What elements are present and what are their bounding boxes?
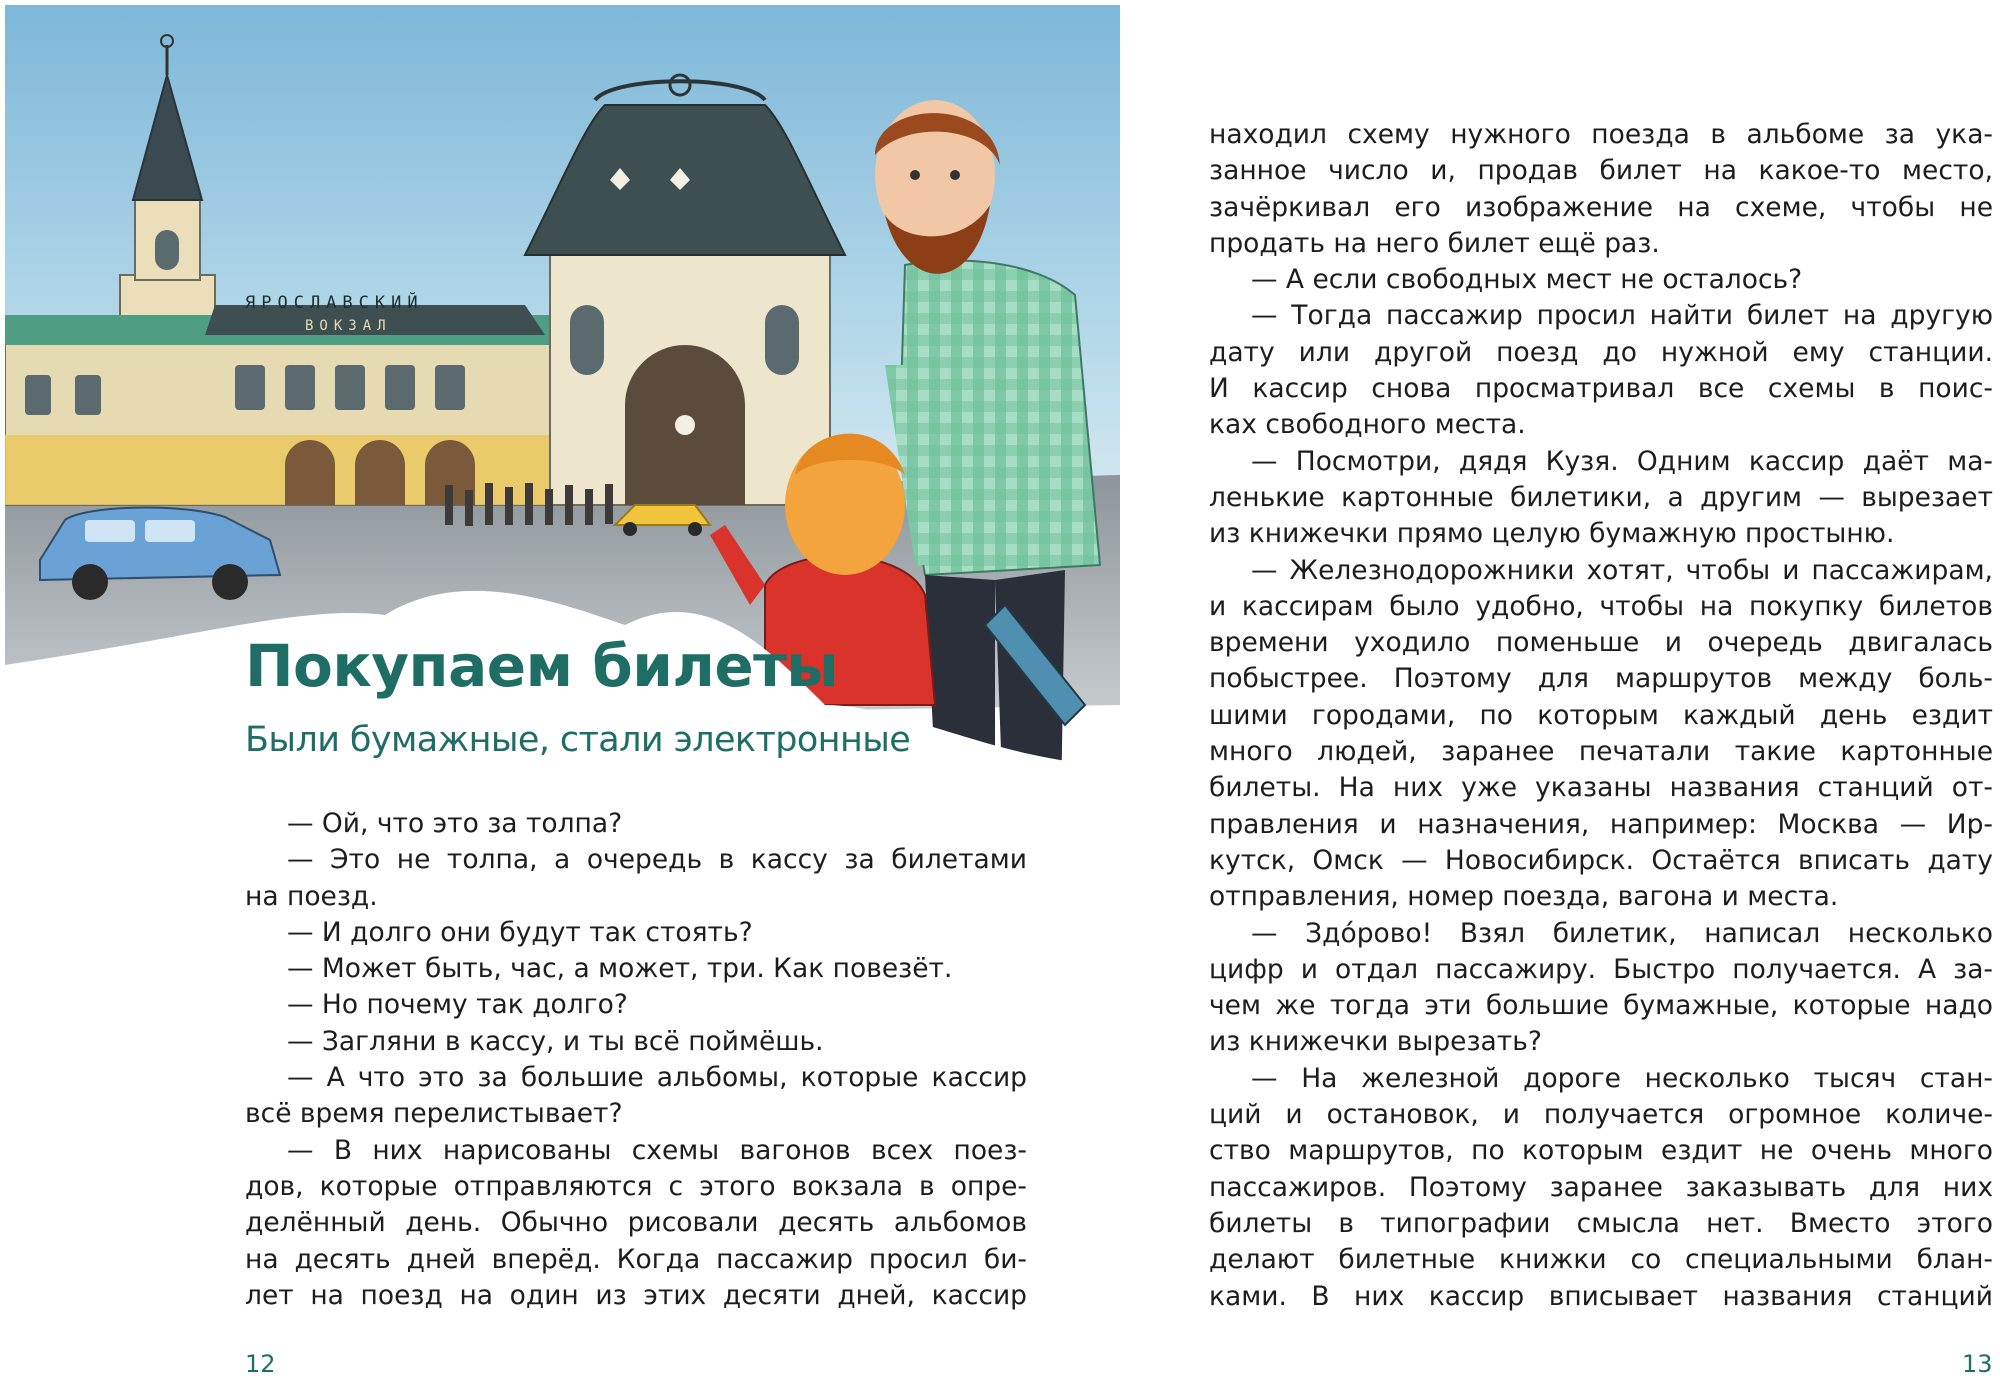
text-line: — Может быть, час, а может, три. Как повезёт. — [287, 953, 953, 985]
text-line: всё время перелистывает? — [245, 1098, 623, 1130]
text-line: отправления, номер поезда, вагона и места. — [1209, 881, 1839, 913]
text-line: — Здóрово! Взял билетик, написал несколько — [1251, 917, 1993, 949]
text-line: — Посмотри, дядя Кузя. Одним кассир даёт ма- — [1251, 445, 1993, 477]
text-line: из книжечки прямо целую бумажную простыню. — [1209, 518, 1895, 550]
chapter-title: Покупаем билеты — [245, 632, 839, 700]
text-line: зачёркивал его изображение на схеме, чтобы не — [1209, 191, 1993, 223]
text-line: — Железнодорожники хотят, чтобы и пассажирам, — [1251, 554, 1993, 586]
chapter-subtitle: Были бумажные, стали электронные — [245, 720, 911, 760]
text-line: из книжечки вырезать? — [1209, 1026, 1542, 1058]
text-line: и кассирам было удобно, чтобы на покупку билетов — [1209, 590, 1993, 622]
text-line: занное число и, продав билет на какое-то место, — [1209, 155, 1993, 187]
text-line: — В них нарисованы схемы вагонов всех поез- — [287, 1134, 1027, 1166]
text-line: И кассир снова просматривал все схемы в поис- — [1209, 373, 1993, 405]
station-wing — [5, 291, 565, 505]
text-line: — И долго они будут так стоять? — [287, 916, 753, 948]
text-line: кутск, Омск — Новосибирск. Остаётся вписать дату — [1209, 844, 1993, 876]
text-line: — Ой, что это за толпа? — [287, 808, 623, 839]
text-line: — На железной дороге несколько тысяч стан- — [1251, 1062, 1993, 1094]
text-line: — Тогда пассажир просил найти билет на другую — [1251, 300, 1993, 332]
text-line: ками. В них кассир вписывает названия станций — [1209, 1280, 1993, 1312]
text-line: ций и остановок, и получается огромное количе- — [1209, 1099, 1993, 1131]
text-line: времени уходило поменьше и очередь двигалась — [1209, 627, 1993, 659]
text-line: — А что это за большие альбомы, которые кассир — [287, 1062, 1027, 1094]
page-number-left: 12 — [245, 1350, 276, 1378]
text-line: — Загляни в кассу, и ты всё поймёшь. — [287, 1025, 824, 1057]
text-line: находил схему нужного поезда в альбоме за ука- — [1209, 119, 1993, 150]
text-line: много людей, заранее печатали такие картонные — [1209, 736, 1993, 768]
right-body-text — [1209, 117, 1993, 1315]
page-number-right: 13 — [1962, 1350, 1993, 1378]
text-line: — Это не толпа, а очередь в кассу за билетами — [287, 844, 1027, 876]
text-line: ках свободного места. — [1209, 409, 1526, 441]
left-body-text — [245, 806, 1027, 1314]
text-line: делённый день. Обычно рисовали десять альбомов — [245, 1207, 1027, 1239]
text-line: цифр и отдал пассажиру. Быстро получается. А за- — [1209, 953, 1993, 985]
text-line: — Но почему так долго? — [287, 989, 628, 1021]
text-line: дов, которые отправляются с этого вокзала в опре- — [245, 1170, 1027, 1202]
text-line: побыстрее. Поэтому для маршрутов между боль- — [1209, 663, 1993, 695]
text-line: пассажиров. Поэтому заранее заказывать для них — [1209, 1171, 1993, 1203]
text-line: билеты в типографии смысла нет. Вместо этого — [1209, 1207, 1993, 1239]
text-line: правления и назначения, например: Москва — Ир- — [1209, 808, 1993, 840]
text-line: дату или другой поезд до нужной ему станции. — [1209, 336, 1993, 368]
text-line: чем же тогда эти большие бумажные, которые надо — [1209, 990, 1993, 1022]
text-line: на поезд. — [245, 880, 378, 912]
text-line: продать на него билет ещё раз. — [1209, 227, 1660, 259]
text-line: лет на поезд на один из этих десяти дней, кассир — [245, 1279, 1027, 1311]
text-line: — А если свободных мест не осталось? — [1251, 264, 1803, 296]
text-line: ство маршрутов, по которым ездит не очень много — [1209, 1135, 1993, 1167]
text-line: билеты. На них уже указаны названия станций от- — [1209, 772, 1993, 804]
svg-text:ЯРОСЛАВСКИЙ: ЯРОСЛАВСКИЙ — [245, 293, 424, 313]
text-line: на десять дней вперёд. Когда пассажир просил би- — [245, 1243, 1027, 1275]
svg-text:ВОКЗАЛ: ВОКЗАЛ — [305, 318, 392, 334]
text-line: шими городами, по которым каждый день ездит — [1209, 699, 1993, 731]
text-line: ленькие картонные билетики, а другим — вырезает — [1209, 481, 1993, 513]
text-line: делают билетные книжки со специальными блан- — [1209, 1244, 1993, 1276]
